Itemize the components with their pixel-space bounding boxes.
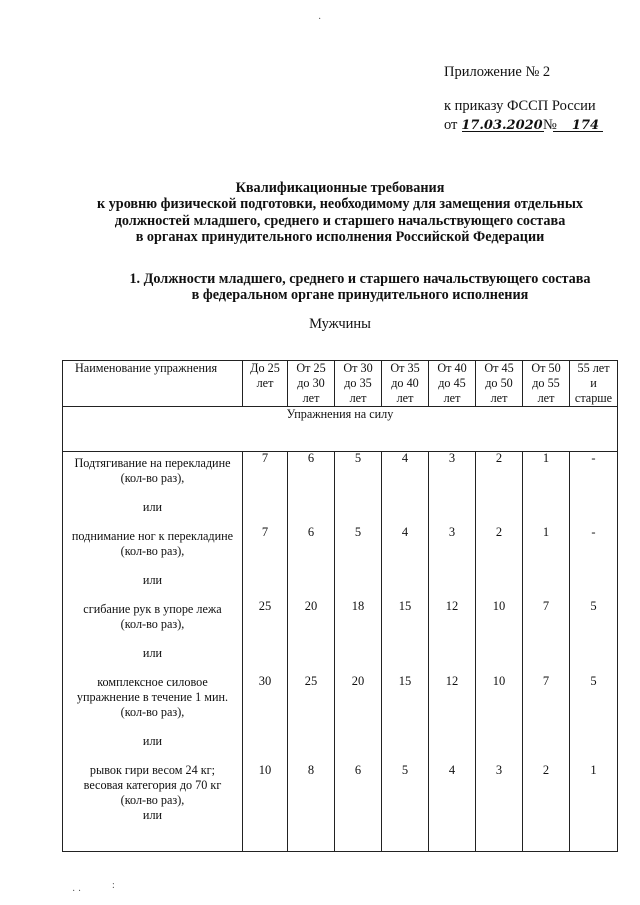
title-line-4: в органах принудительного исполнения Российской Федерации <box>135 229 545 246</box>
age-column <box>382 452 429 852</box>
norm-value: 4 <box>401 525 409 539</box>
norm-value: 3 <box>448 525 456 539</box>
scan-speck: · · <box>72 886 82 897</box>
subtitle-men: Мужчины <box>309 316 371 332</box>
norm-value: 6 <box>307 525 315 539</box>
exercise-pushups: сгибание рук в упоре лежа (кол-во раз), <box>83 602 222 631</box>
norm-value: 10 <box>492 599 506 613</box>
appendix-title: Приложение № 2 <box>444 64 551 80</box>
scan-speck: : <box>112 880 115 891</box>
age-column <box>429 452 476 852</box>
norm-value: 6 <box>354 763 362 777</box>
fitness-norms-table <box>62 360 618 852</box>
norm-value: 3 <box>495 763 503 777</box>
category-strength: Упражнения на силу <box>63 407 618 452</box>
header-age-group: От 35 до 40 лет <box>382 361 429 407</box>
norm-value: 4 <box>401 451 409 465</box>
scan-speck: · <box>318 14 322 25</box>
title-line-2: к уровню физической подготовки, необходимому для замещения отдельных <box>96 196 583 213</box>
exercise-pullups: Подтягивание на перекладине (кол-во раз), <box>74 456 231 485</box>
header-age-group: До 25 лет <box>243 361 288 407</box>
norm-value: 5 <box>354 451 362 465</box>
or-separator: или <box>142 734 163 748</box>
norm-value: 15 <box>398 674 412 688</box>
header-age-group: От 40 до 45 лет <box>429 361 476 407</box>
or-separator: или <box>142 500 163 514</box>
norm-value: 5 <box>590 599 597 613</box>
norm-value: 25 <box>304 674 318 688</box>
header-age-group: От 45 до 50 лет <box>476 361 523 407</box>
number-underline <box>553 131 603 132</box>
age-column <box>335 452 382 852</box>
or-separator: или <box>142 808 163 822</box>
age-column <box>476 452 523 852</box>
header-row <box>63 361 618 407</box>
norm-value: 2 <box>495 451 503 465</box>
section-title <box>90 271 630 304</box>
age-column <box>523 452 570 852</box>
exercise-names-cell <box>63 452 243 852</box>
norm-value: 8 <box>307 763 315 777</box>
norm-value: 7 <box>261 451 269 465</box>
category-row <box>63 407 618 452</box>
section-line-2: в федеральном органе принудительного исполнения <box>191 287 529 304</box>
norm-value: 5 <box>354 525 362 539</box>
handwritten-number: 174 <box>571 118 600 133</box>
age-column <box>570 452 618 852</box>
appendix-order-line: к приказу ФССП России <box>444 98 596 114</box>
norm-value: 12 <box>445 674 459 688</box>
header-age-group: 55 лет и старше <box>570 361 618 407</box>
norm-value: 1 <box>590 763 597 777</box>
norm-value: 12 <box>445 599 459 613</box>
or-separator: или <box>142 646 163 660</box>
norm-value: 7 <box>261 525 269 539</box>
norm-value: 25 <box>258 599 272 613</box>
document-title <box>40 180 640 246</box>
exercise-leg-raises: поднимание ног к перекладине (кол-во раз), <box>71 529 234 558</box>
age-column <box>243 452 288 852</box>
norm-value: 7 <box>542 599 550 613</box>
norm-value: 20 <box>304 599 318 613</box>
age-column <box>288 452 335 852</box>
number-sign: № <box>543 117 557 133</box>
norm-value: 7 <box>542 674 550 688</box>
title-line-3: должностей младшего, среднего и старшего начальствующего состава <box>114 212 566 229</box>
norm-value: 2 <box>542 763 550 777</box>
norm-value: 2 <box>495 525 503 539</box>
exercise-kettlebell-snatch: рывок гири весом 24 кг; весовая категория до 70 кг (кол-во раз), <box>83 763 222 807</box>
norm-value: 10 <box>492 674 506 688</box>
norm-value: 30 <box>258 674 272 688</box>
title-line-1: Квалификационные требования <box>235 180 445 196</box>
norm-value: 20 <box>351 674 365 688</box>
norm-value: - <box>591 451 596 465</box>
or-separator: или <box>142 573 163 587</box>
norm-value: 18 <box>351 599 365 613</box>
header-age-group: От 30 до 35 лет <box>335 361 382 407</box>
header-age-group: От 50 до 55 лет <box>523 361 570 407</box>
section-line-1: 1. Должности младшего, среднего и старшего начальствующего состава <box>129 271 591 287</box>
norm-value: 15 <box>398 599 412 613</box>
norm-value: 6 <box>307 451 315 465</box>
handwritten-date: 17.03.2020 <box>461 118 543 133</box>
norm-value: 4 <box>448 763 456 777</box>
date-underline <box>462 131 544 132</box>
norm-value: 5 <box>590 674 597 688</box>
norm-value: 1 <box>542 525 550 539</box>
exercise-body-row <box>63 452 618 852</box>
header-age-group: От 25 до 30 лет <box>288 361 335 407</box>
norm-value: 3 <box>448 451 456 465</box>
norm-value: 5 <box>401 763 409 777</box>
exercise-complex-strength: комплексное силовое упражнение в течение 1 мин. (кол-во раз), <box>76 675 229 719</box>
header-exercise-name: Наименование упражнения <box>63 361 243 407</box>
norm-value: - <box>591 525 596 539</box>
norm-value: 10 <box>258 763 272 777</box>
norm-value: 1 <box>542 451 550 465</box>
date-prefix: от <box>444 117 458 133</box>
